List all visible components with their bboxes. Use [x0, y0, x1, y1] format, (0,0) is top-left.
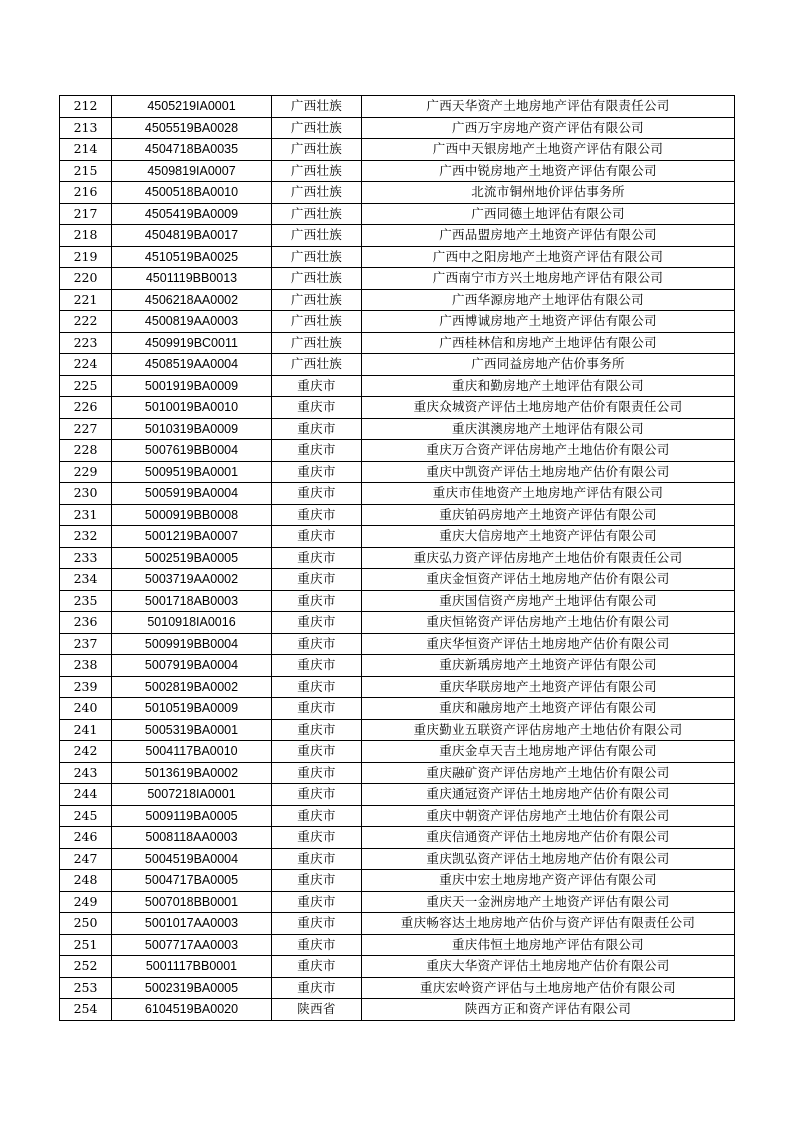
row-number-cell: 254: [60, 999, 112, 1021]
registry-table-body: [60, 96, 735, 1021]
row-number-cell: 223: [60, 332, 112, 354]
region-cell: 重庆市: [272, 891, 362, 913]
organization-name-cell: 广西品盟房地产土地资产评估有限公司: [362, 225, 735, 247]
registration-code-cell: 5007717AA0003: [112, 934, 272, 956]
row-number-cell: 247: [60, 848, 112, 870]
table-row: [60, 891, 735, 913]
region-cell: 广西壮族: [272, 182, 362, 204]
registration-code-cell: 5004519BA0004: [112, 848, 272, 870]
organization-name-cell: 重庆大华资产评估土地房地产估价有限公司: [362, 956, 735, 978]
row-number-cell: 231: [60, 504, 112, 526]
row-number-cell: 212: [60, 96, 112, 118]
region-cell: 重庆市: [272, 934, 362, 956]
row-number-cell: 221: [60, 289, 112, 311]
organization-name-cell: 重庆宏岭资产评估与土地房地产估价有限公司: [362, 977, 735, 999]
registration-code-cell: 4504819BA0017: [112, 225, 272, 247]
organization-name-cell: 重庆市佳地资产土地房地产评估有限公司: [362, 483, 735, 505]
region-cell: 广西壮族: [272, 332, 362, 354]
table-row: [60, 182, 735, 204]
row-number-cell: 250: [60, 913, 112, 935]
row-number-cell: 242: [60, 741, 112, 763]
table-row: [60, 655, 735, 677]
organization-name-cell: 重庆众城资产评估土地房地产估价有限责任公司: [362, 397, 735, 419]
table-row: [60, 934, 735, 956]
region-cell: 重庆市: [272, 375, 362, 397]
registration-code-cell: 4508519AA0004: [112, 354, 272, 376]
region-cell: 重庆市: [272, 633, 362, 655]
region-cell: 重庆市: [272, 461, 362, 483]
row-number-cell: 230: [60, 483, 112, 505]
row-number-cell: 236: [60, 612, 112, 634]
region-cell: 重庆市: [272, 784, 362, 806]
registration-code-cell: 4505219IA0001: [112, 96, 272, 118]
registration-code-cell: 5007919BA0004: [112, 655, 272, 677]
organization-name-cell: 重庆中朝资产评估房地产土地估价有限公司: [362, 805, 735, 827]
region-cell: 广西壮族: [272, 225, 362, 247]
registration-code-cell: 5009519BA0001: [112, 461, 272, 483]
organization-name-cell: 重庆凯弘资产评估土地房地产估价有限公司: [362, 848, 735, 870]
organization-name-cell: 重庆中宏土地房地产资产评估有限公司: [362, 870, 735, 892]
registration-code-cell: 5001919BA0009: [112, 375, 272, 397]
registration-code-cell: 5002519BA0005: [112, 547, 272, 569]
organization-name-cell: 重庆金恒资产评估土地房地产估价有限公司: [362, 569, 735, 591]
table-row: [60, 784, 735, 806]
row-number-cell: 233: [60, 547, 112, 569]
row-number-cell: 215: [60, 160, 112, 182]
table-row: [60, 741, 735, 763]
region-cell: 重庆市: [272, 913, 362, 935]
organization-name-cell: 重庆通冠资产评估土地房地产估价有限公司: [362, 784, 735, 806]
region-cell: 重庆市: [272, 977, 362, 999]
organization-name-cell: 重庆华恒资产评估土地房地产估价有限公司: [362, 633, 735, 655]
organization-name-cell: 重庆国信资产房地产土地评估有限公司: [362, 590, 735, 612]
table-row: [60, 569, 735, 591]
table-row: [60, 246, 735, 268]
region-cell: 重庆市: [272, 805, 362, 827]
registration-code-cell: 5008118AA0003: [112, 827, 272, 849]
registration-code-cell: 5001219BA0007: [112, 526, 272, 548]
region-cell: 广西壮族: [272, 203, 362, 225]
row-number-cell: 232: [60, 526, 112, 548]
registration-code-cell: 5009119BA0005: [112, 805, 272, 827]
region-cell: 重庆市: [272, 870, 362, 892]
table-row: [60, 397, 735, 419]
table-row: [60, 698, 735, 720]
registration-code-cell: 5013619BA0002: [112, 762, 272, 784]
region-cell: 重庆市: [272, 418, 362, 440]
registration-code-cell: 5007619BB0004: [112, 440, 272, 462]
registration-code-cell: 6104519BA0020: [112, 999, 272, 1021]
region-cell: 重庆市: [272, 762, 362, 784]
region-cell: 重庆市: [272, 655, 362, 677]
table-row: [60, 461, 735, 483]
region-cell: 广西壮族: [272, 160, 362, 182]
row-number-cell: 235: [60, 590, 112, 612]
row-number-cell: 216: [60, 182, 112, 204]
organization-name-cell: 重庆信通资产评估土地房地产估价有限公司: [362, 827, 735, 849]
organization-name-cell: 重庆中凯资产评估土地房地产估价有限公司: [362, 461, 735, 483]
region-cell: 陕西省: [272, 999, 362, 1021]
table-row: [60, 913, 735, 935]
table-row: [60, 483, 735, 505]
table-row: [60, 590, 735, 612]
table-row: [60, 160, 735, 182]
table-row: [60, 332, 735, 354]
registration-code-cell: 5005919BA0004: [112, 483, 272, 505]
row-number-cell: 248: [60, 870, 112, 892]
row-number-cell: 228: [60, 440, 112, 462]
region-cell: 广西壮族: [272, 117, 362, 139]
registration-code-cell: 4504718BA0035: [112, 139, 272, 161]
table-row: [60, 268, 735, 290]
registration-code-cell: 5000919BB0008: [112, 504, 272, 526]
registration-code-cell: 5010519BA0009: [112, 698, 272, 720]
row-number-cell: 244: [60, 784, 112, 806]
region-cell: 重庆市: [272, 483, 362, 505]
region-cell: 重庆市: [272, 440, 362, 462]
row-number-cell: 238: [60, 655, 112, 677]
registration-code-cell: 4509919BC0011: [112, 332, 272, 354]
organization-name-cell: 重庆畅容达土地房地产估价与资产评估有限责任公司: [362, 913, 735, 935]
registration-code-cell: 5005319BA0001: [112, 719, 272, 741]
region-cell: 重庆市: [272, 676, 362, 698]
table-row: [60, 633, 735, 655]
region-cell: 广西壮族: [272, 246, 362, 268]
organization-name-cell: 重庆淇澳房地产土地评估有限公司: [362, 418, 735, 440]
organization-name-cell: 广西中锐房地产土地资产评估有限公司: [362, 160, 735, 182]
table-row: [60, 418, 735, 440]
region-cell: 广西壮族: [272, 354, 362, 376]
organization-name-cell: 广西同德土地评估有限公司: [362, 203, 735, 225]
registration-code-cell: 5010319BA0009: [112, 418, 272, 440]
organization-name-cell: 重庆勤业五联资产评估房地产土地估价有限公司: [362, 719, 735, 741]
organization-name-cell: 重庆伟恒土地房地产评估有限公司: [362, 934, 735, 956]
table-row: [60, 526, 735, 548]
table-row: [60, 225, 735, 247]
organization-name-cell: 重庆恒铭资产评估房地产土地估价有限公司: [362, 612, 735, 634]
registration-code-cell: 4501119BB0013: [112, 268, 272, 290]
table-row: [60, 117, 735, 139]
registration-code-cell: 5010019BA0010: [112, 397, 272, 419]
row-number-cell: 246: [60, 827, 112, 849]
registration-code-cell: 5004717BA0005: [112, 870, 272, 892]
table-row: [60, 805, 735, 827]
table-row: [60, 440, 735, 462]
registration-code-cell: 5003719AA0002: [112, 569, 272, 591]
organization-name-cell: 广西华源房地产土地评估有限公司: [362, 289, 735, 311]
row-number-cell: 253: [60, 977, 112, 999]
row-number-cell: 220: [60, 268, 112, 290]
table-row: [60, 848, 735, 870]
registration-code-cell: 5007218IA0001: [112, 784, 272, 806]
region-cell: 重庆市: [272, 848, 362, 870]
row-number-cell: 234: [60, 569, 112, 591]
registration-code-cell: 5004117BA0010: [112, 741, 272, 763]
row-number-cell: 249: [60, 891, 112, 913]
region-cell: 重庆市: [272, 547, 362, 569]
organization-name-cell: 重庆铂码房地产土地资产评估有限公司: [362, 504, 735, 526]
region-cell: 广西壮族: [272, 268, 362, 290]
table-row: [60, 977, 735, 999]
region-cell: 重庆市: [272, 956, 362, 978]
table-row: [60, 719, 735, 741]
registration-code-cell: 5010918IA0016: [112, 612, 272, 634]
registration-code-cell: 5002819BA0002: [112, 676, 272, 698]
organization-name-cell: 重庆万合资产评估房地产土地估价有限公司: [362, 440, 735, 462]
region-cell: 广西壮族: [272, 96, 362, 118]
organization-name-cell: 广西天华资产土地房地产评估有限责任公司: [362, 96, 735, 118]
row-number-cell: 227: [60, 418, 112, 440]
registration-code-cell: 5009919BB0004: [112, 633, 272, 655]
table-row: [60, 289, 735, 311]
table-row: [60, 139, 735, 161]
region-cell: 重庆市: [272, 827, 362, 849]
registration-code-cell: 4510519BA0025: [112, 246, 272, 268]
region-cell: 广西壮族: [272, 289, 362, 311]
row-number-cell: 213: [60, 117, 112, 139]
organization-name-cell: 重庆弘力资产评估房地产土地估价有限责任公司: [362, 547, 735, 569]
region-cell: 重庆市: [272, 590, 362, 612]
organization-name-cell: 陕西方正和资产评估有限公司: [362, 999, 735, 1021]
row-number-cell: 214: [60, 139, 112, 161]
row-number-cell: 225: [60, 375, 112, 397]
row-number-cell: 243: [60, 762, 112, 784]
table-row: [60, 612, 735, 634]
region-cell: 重庆市: [272, 526, 362, 548]
region-cell: 重庆市: [272, 504, 362, 526]
registration-code-cell: 5007018BB0001: [112, 891, 272, 913]
registration-code-cell: 4506218AA0002: [112, 289, 272, 311]
row-number-cell: 239: [60, 676, 112, 698]
organization-name-cell: 重庆和勤房地产土地评估有限公司: [362, 375, 735, 397]
row-number-cell: 217: [60, 203, 112, 225]
table-row: [60, 676, 735, 698]
table-row: [60, 999, 735, 1021]
table-row: [60, 375, 735, 397]
organization-name-cell: 广西中天银房地产土地资产评估有限公司: [362, 139, 735, 161]
region-cell: 广西壮族: [272, 139, 362, 161]
organization-name-cell: 广西南宁市方兴土地房地产评估有限公司: [362, 268, 735, 290]
organization-name-cell: 重庆和融房地产土地资产评估有限公司: [362, 698, 735, 720]
row-number-cell: 241: [60, 719, 112, 741]
table-row: [60, 354, 735, 376]
organization-name-cell: 广西博诚房地产土地资产评估有限公司: [362, 311, 735, 333]
row-number-cell: 252: [60, 956, 112, 978]
table-row: [60, 311, 735, 333]
registration-code-cell: 4500518BA0010: [112, 182, 272, 204]
registration-code-cell: 4505519BA0028: [112, 117, 272, 139]
organization-name-cell: 重庆金卓天吉土地房地产评估有限公司: [362, 741, 735, 763]
row-number-cell: 237: [60, 633, 112, 655]
row-number-cell: 218: [60, 225, 112, 247]
row-number-cell: 251: [60, 934, 112, 956]
organization-name-cell: 重庆融矿资产评估房地产土地估价有限公司: [362, 762, 735, 784]
table-row: [60, 504, 735, 526]
organization-name-cell: 北流市铜州地价评估事务所: [362, 182, 735, 204]
table-row: [60, 762, 735, 784]
row-number-cell: 229: [60, 461, 112, 483]
row-number-cell: 224: [60, 354, 112, 376]
region-cell: 重庆市: [272, 612, 362, 634]
region-cell: 重庆市: [272, 698, 362, 720]
region-cell: 重庆市: [272, 741, 362, 763]
organization-name-cell: 广西中之阳房地产土地资产评估有限公司: [362, 246, 735, 268]
row-number-cell: 240: [60, 698, 112, 720]
region-cell: 广西壮族: [272, 311, 362, 333]
organization-name-cell: 广西桂林信和房地产土地评估有限公司: [362, 332, 735, 354]
region-cell: 重庆市: [272, 719, 362, 741]
registration-code-cell: 5002319BA0005: [112, 977, 272, 999]
table-row: [60, 96, 735, 118]
table-row: [60, 870, 735, 892]
row-number-cell: 245: [60, 805, 112, 827]
row-number-cell: 226: [60, 397, 112, 419]
organization-name-cell: 重庆天一金洲房地产土地资产评估有限公司: [362, 891, 735, 913]
registration-code-cell: 4509819IA0007: [112, 160, 272, 182]
row-number-cell: 222: [60, 311, 112, 333]
organization-name-cell: 广西万宇房地产资产评估有限公司: [362, 117, 735, 139]
registration-code-cell: 5001117BB0001: [112, 956, 272, 978]
registration-code-cell: 5001718AB0003: [112, 590, 272, 612]
table-row: [60, 956, 735, 978]
registration-code-cell: 4505419BA0009: [112, 203, 272, 225]
registry-table: [59, 95, 735, 1021]
region-cell: 重庆市: [272, 569, 362, 591]
row-number-cell: 219: [60, 246, 112, 268]
organization-name-cell: 重庆大信房地产土地资产评估有限公司: [362, 526, 735, 548]
organization-name-cell: 重庆华联房地产土地资产评估有限公司: [362, 676, 735, 698]
organization-name-cell: 广西同益房地产估价事务所: [362, 354, 735, 376]
registration-code-cell: 5001017AA0003: [112, 913, 272, 935]
organization-name-cell: 重庆新瑀房地产土地资产评估有限公司: [362, 655, 735, 677]
region-cell: 重庆市: [272, 397, 362, 419]
table-row: [60, 547, 735, 569]
registration-code-cell: 4500819AA0003: [112, 311, 272, 333]
table-row: [60, 827, 735, 849]
table-row: [60, 203, 735, 225]
